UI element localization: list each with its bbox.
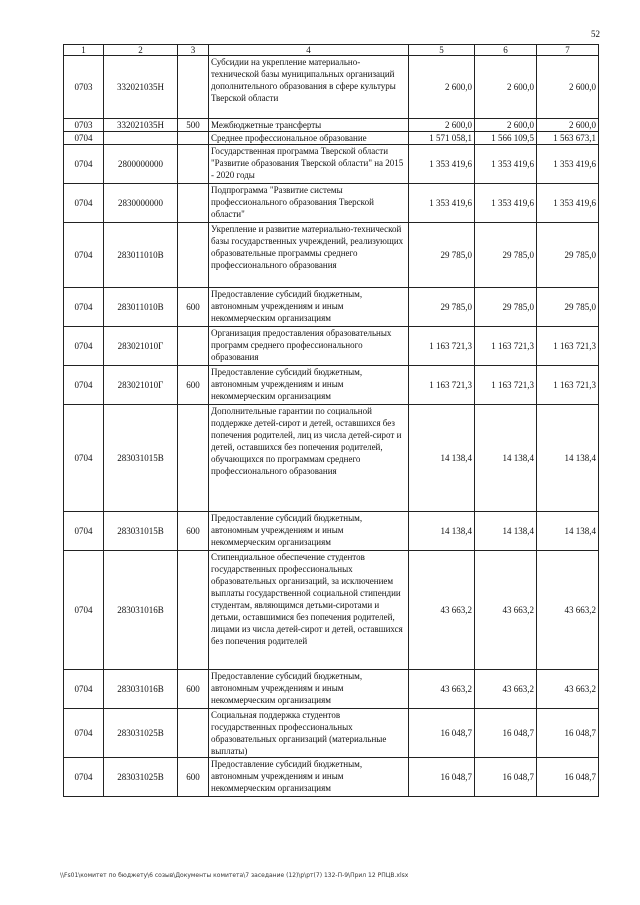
cell-amount-year2: 1 353 419,6 [475,145,537,184]
cell-amount-year3: 43 663,2 [537,670,599,709]
cell-description: Предоставление субсидий бюджетным, автономным учреждениям и иным некоммерческим организациям [209,512,409,551]
cell-amount-year3: 43 663,2 [537,551,599,670]
cell-amount-year3: 1 163 721,3 [537,366,599,405]
cell-description: Укрепление и развитие материально-технической базы государственных учреждений, реализующих образовательные программы среднего профессионального образования [209,223,409,288]
cell-amount-year1: 16 048,7 [409,758,475,797]
table-row [64,366,599,405]
cell-amount-year1: 1 571 058,1 [409,132,475,145]
table-row [64,405,599,512]
cell-description: Предоставление субсидий бюджетным, автономным учреждениям и иным некоммерческим организациям [209,366,409,405]
cell-description: Государственная программа Тверской области "Развитие образования Тверской области" на 2015 - 2020 годы [209,145,409,184]
cell-section: 0704 [64,709,104,758]
cell-amount-year2: 16 048,7 [475,709,537,758]
table-row [64,709,599,758]
cell-target-code: 283021010Г [104,366,178,405]
cell-expense-type [178,709,209,758]
column-header: 1 [64,45,104,56]
cell-amount-year3: 2 600,0 [537,56,599,119]
cell-expense-type [178,56,209,119]
cell-amount-year1: 16 048,7 [409,709,475,758]
cell-target-code: 2830000000 [104,184,178,223]
cell-amount-year1: 1 163 721,3 [409,327,475,366]
cell-description: Стипендиальное обеспечение студентов государственных профессиональных образовательных организаций, за исключением выплаты государственной социальной стипендии студентам, являющимся детьми-сиротами и детьми, оставшимися без попечения родителей, лицами из числа детей-сирот и детей, оставшихся без попечения родителей [209,551,409,670]
cell-description: Межбюджетные трансферты [209,119,409,132]
cell-amount-year2: 1 163 721,3 [475,327,537,366]
cell-amount-year2: 16 048,7 [475,758,537,797]
cell-target-code [104,132,178,145]
cell-section: 0704 [64,288,104,327]
budget-table [63,44,599,797]
table-row [64,184,599,223]
table-row [64,670,599,709]
cell-target-code: 283031016В [104,670,178,709]
cell-amount-year1: 1 353 419,6 [409,145,475,184]
cell-description: Организация предоставления образовательных программ среднего профессионального образования [209,327,409,366]
cell-amount-year1: 43 663,2 [409,670,475,709]
cell-amount-year2: 1 353 419,6 [475,184,537,223]
column-header: 4 [209,45,409,56]
cell-expense-type [178,327,209,366]
cell-amount-year1: 1 353 419,6 [409,184,475,223]
cell-amount-year2: 1 163 721,3 [475,366,537,405]
cell-expense-type: 600 [178,366,209,405]
cell-amount-year3: 29 785,0 [537,223,599,288]
table-row [64,145,599,184]
table-row [64,132,599,145]
column-header: 7 [537,45,599,56]
cell-section: 0703 [64,56,104,119]
column-header: 6 [475,45,537,56]
cell-amount-year3: 16 048,7 [537,709,599,758]
cell-expense-type [178,132,209,145]
table-row [64,758,599,797]
cell-description: Подпрограмма "Развитие системы профессионального образования Тверской области" [209,184,409,223]
cell-target-code: 283031015В [104,405,178,512]
cell-amount-year3: 16 048,7 [537,758,599,797]
header-row [64,45,599,56]
cell-amount-year3: 1 563 673,1 [537,132,599,145]
cell-description: Субсидии на укрепление материально-технической базы муниципальных организаций дополнительного образования в сфере культуры Тверской области [209,56,409,119]
table-row [64,288,599,327]
cell-expense-type [178,184,209,223]
cell-target-code: 283031025В [104,758,178,797]
column-header: 2 [104,45,178,56]
cell-amount-year2: 29 785,0 [475,288,537,327]
cell-amount-year3: 1 353 419,6 [537,184,599,223]
cell-expense-type: 600 [178,758,209,797]
table-row [64,512,599,551]
cell-section: 0704 [64,758,104,797]
table-row [64,327,599,366]
column-header: 3 [178,45,209,56]
cell-section: 0704 [64,670,104,709]
cell-expense-type [178,405,209,512]
cell-amount-year3: 2 600,0 [537,119,599,132]
cell-amount-year2: 1 566 109,5 [475,132,537,145]
cell-description: Предоставление субсидий бюджетным, автономным учреждениям и иным некоммерческим организациям [209,288,409,327]
cell-target-code: 283021010Г [104,327,178,366]
cell-section: 0704 [64,132,104,145]
cell-amount-year2: 2 600,0 [475,119,537,132]
cell-amount-year1: 2 600,0 [409,119,475,132]
cell-description: Предоставление субсидий бюджетным, автономным учреждениям и иным некоммерческим организациям [209,670,409,709]
cell-amount-year3: 1 353 419,6 [537,145,599,184]
cell-amount-year1: 1 163 721,3 [409,366,475,405]
cell-target-code: 283031015В [104,512,178,551]
cell-amount-year1: 43 663,2 [409,551,475,670]
cell-target-code: 332021035Н [104,119,178,132]
cell-amount-year2: 14 138,4 [475,512,537,551]
cell-target-code: 283031025В [104,709,178,758]
cell-amount-year2: 2 600,0 [475,56,537,119]
cell-section: 0704 [64,366,104,405]
cell-amount-year3: 14 138,4 [537,512,599,551]
table-row [64,119,599,132]
table-row [64,551,599,670]
cell-expense-type: 600 [178,512,209,551]
cell-expense-type [178,145,209,184]
cell-expense-type [178,223,209,288]
cell-amount-year2: 29 785,0 [475,223,537,288]
cell-description: Среднее профессиональное образование [209,132,409,145]
cell-amount-year3: 14 138,4 [537,405,599,512]
cell-amount-year1: 14 138,4 [409,512,475,551]
cell-amount-year1: 29 785,0 [409,288,475,327]
cell-section: 0704 [64,145,104,184]
cell-amount-year1: 2 600,0 [409,56,475,119]
page-number: 52 [591,29,600,39]
cell-section: 0704 [64,184,104,223]
cell-description: Социальная поддержка студентов государственных профессиональных образовательных организаций (материальные выплаты) [209,709,409,758]
cell-section: 0704 [64,405,104,512]
cell-description: Дополнительные гарантии по социальной поддержке детей-сирот и детей, оставшихся без попечения родителей, лиц из числа детей-сирот и детей, оставшихся без попечения родителей, обучающихся по программам среднего профессионального образования [209,405,409,512]
cell-amount-year2: 43 663,2 [475,551,537,670]
cell-expense-type [178,551,209,670]
cell-expense-type: 500 [178,119,209,132]
cell-amount-year3: 29 785,0 [537,288,599,327]
cell-section: 0703 [64,119,104,132]
cell-section: 0704 [64,512,104,551]
cell-amount-year2: 14 138,4 [475,405,537,512]
table-row [64,223,599,288]
cell-amount-year1: 14 138,4 [409,405,475,512]
cell-expense-type: 600 [178,670,209,709]
cell-target-code: 283011010В [104,223,178,288]
footer-file-path: \\Fs01\комитет по бюджету\6 созыв\Документы комитета\7 заседание (12)\р\рт(7) 132-П-9\Прил 12 РПЦВ.xlsx [60,872,409,879]
cell-expense-type: 600 [178,288,209,327]
table-row [64,56,599,119]
cell-section: 0704 [64,327,104,366]
cell-amount-year2: 43 663,2 [475,670,537,709]
cell-target-code: 332021035Н [104,56,178,119]
column-header: 5 [409,45,475,56]
cell-section: 0704 [64,551,104,670]
cell-target-code: 283011010В [104,288,178,327]
cell-target-code: 283031016В [104,551,178,670]
cell-target-code: 2800000000 [104,145,178,184]
cell-description: Предоставление субсидий бюджетным, автономным учреждениям и иным некоммерческим организациям [209,758,409,797]
cell-amount-year3: 1 163 721,3 [537,327,599,366]
cell-section: 0704 [64,223,104,288]
cell-amount-year1: 29 785,0 [409,223,475,288]
